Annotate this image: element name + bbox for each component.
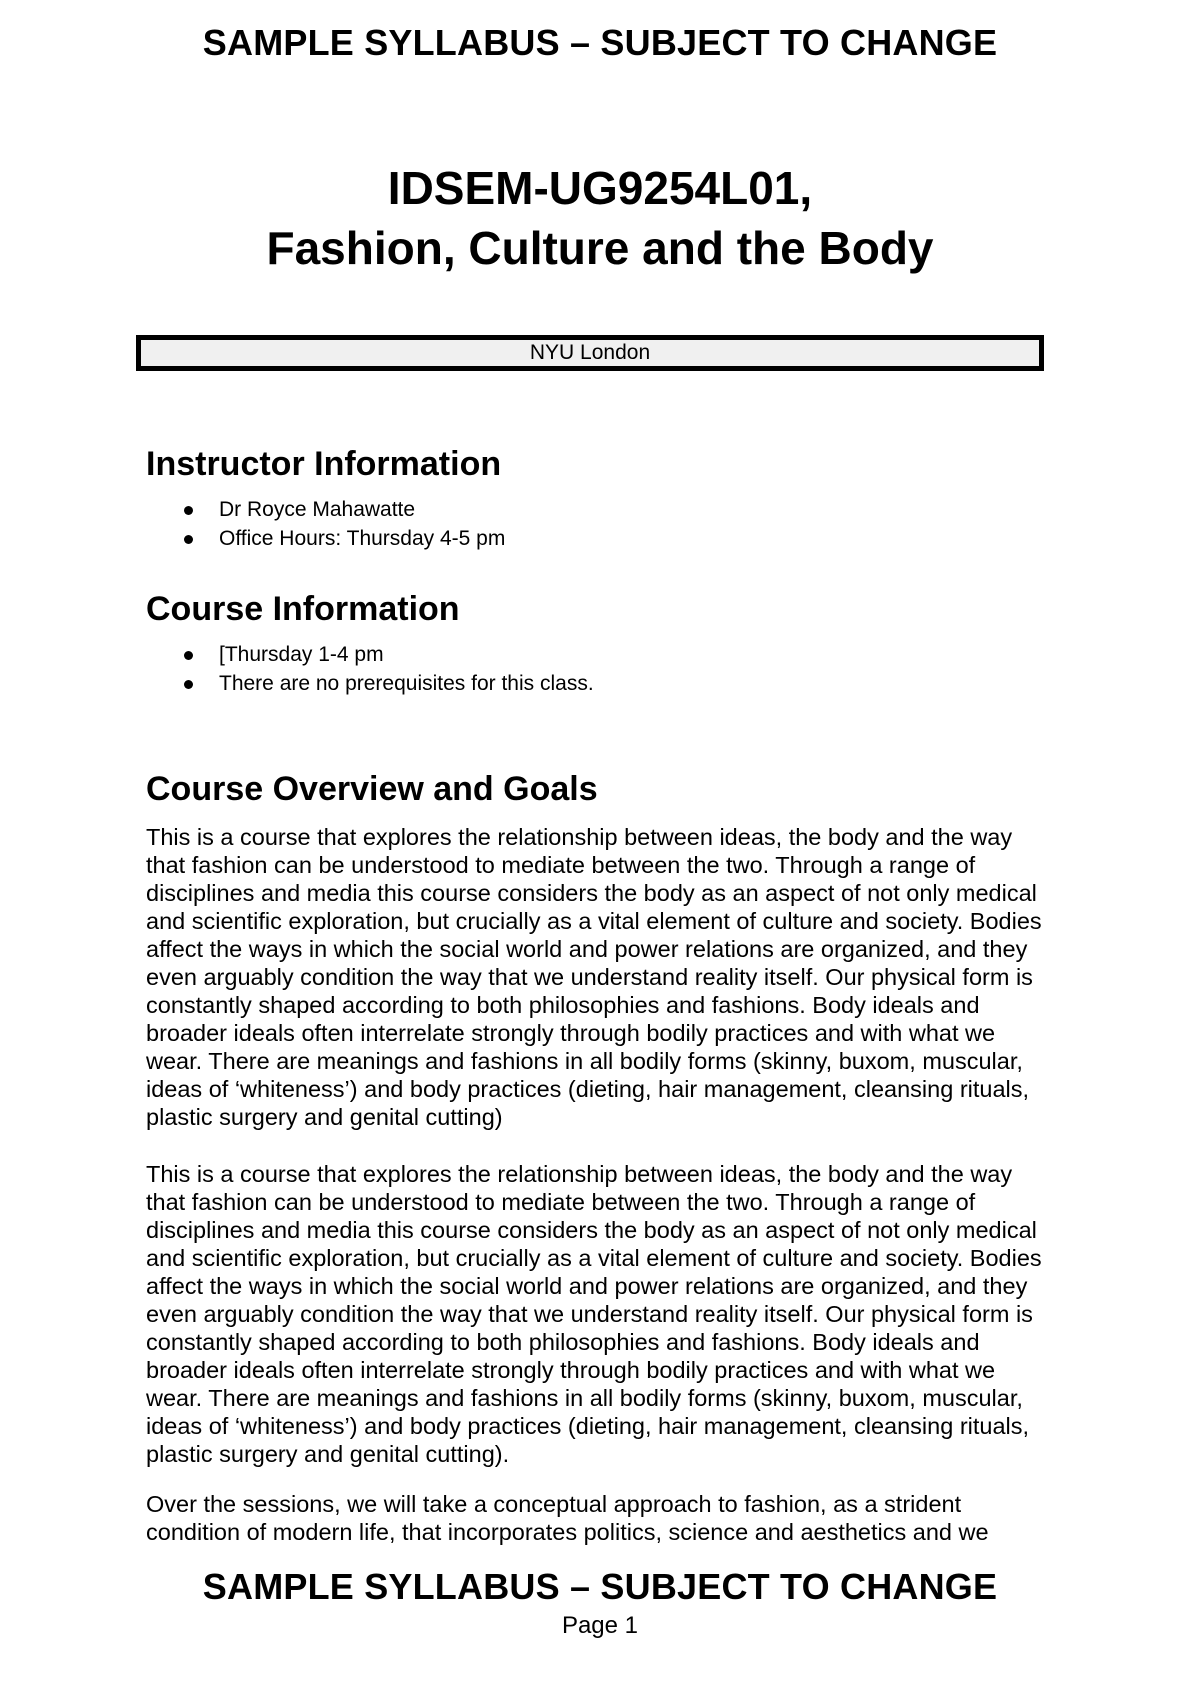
footer-banner: SAMPLE SYLLABUS – SUBJECT TO CHANGE (202, 1566, 998, 1607)
overview-section (146, 769, 1046, 809)
office-hours: Office Hours: Thursday 4-5 pm (146, 524, 1046, 553)
location-box: NYU London (136, 335, 1044, 371)
header-banner: SAMPLE SYLLABUS – SUBJECT TO CHANGE (202, 22, 998, 63)
overview-paragraph-1-wrap (146, 823, 1046, 1135)
course-code: IDSEM-UG9254L01, (387, 162, 813, 214)
course-info-list (146, 640, 1046, 698)
course-name: Fashion, Culture and the Body (266, 222, 934, 274)
overview-paragraph-3-wrap (146, 1490, 1046, 1546)
course-info-heading: Course Information (146, 590, 460, 628)
overview-paragraph-1: This is a course that explores the relationship between ideas, the body and the way that fashion can be understood to mediate between the two. Through a range of disciplines and media this course considers the body as an aspect of not only medical and scientific exploration, but crucially as a vital element of culture and society. Bodies affect the ways in which the social world and power relations are organized, and they even arguably condition the way that we understand reality itself. Our physical form is constantly shaped according to both philosophies and fashions. Body ideals and broader ideals often interrelate strongly through bodily practices and with what we wear. There are meanings and fashions in all bodily forms (skinny, buxom, muscular, ideas of ‘whiteness’) and body practices (dieting, hair management, cleansing rituals, plastic surgery and genital cutting) (146, 824, 1042, 1130)
course-info-section (146, 589, 1046, 698)
page-number: Page 1 (561, 1612, 639, 1639)
instructor-list (146, 495, 1046, 553)
prerequisites: There are no prerequisites for this class. (146, 669, 1046, 698)
course-title (0, 158, 1200, 278)
overview-paragraph-2: This is a course that explores the relationship between ideas, the body and the way that fashion can be understood to mediate between the two. Through a range of disciplines and media this course considers the body as an aspect of not only medical and scientific exploration, but crucially as a vital element of culture and society. Bodies affect the ways in which the social world and power relations are organized, and they even arguably condition the way that we understand reality itself. Our physical form is constantly shaped according to both philosophies and fashions. Body ideals and broader ideals often interrelate strongly through bodily practices and with what we wear. There are meanings and fashions in all bodily forms (skinny, buxom, muscular, ideas of ‘whiteness’) and body practices (dieting, hair management, cleansing rituals, plastic surgery and genital cutting). (146, 1161, 1042, 1467)
instructor-section (146, 444, 1046, 553)
overview-paragraph-3: Over the sessions, we will take a conceptual approach to fashion, as a strident condition of modern life, that incorporates politics, science and aesthetics and we (146, 1491, 989, 1545)
overview-paragraph-2-wrap (146, 1160, 1046, 1472)
overview-heading: Course Overview and Goals (146, 770, 598, 808)
instructor-name: Dr Royce Mahawatte (146, 495, 1046, 524)
instructor-heading: Instructor Information (146, 445, 502, 483)
class-time: [Thursday 1-4 pm (146, 640, 1046, 669)
